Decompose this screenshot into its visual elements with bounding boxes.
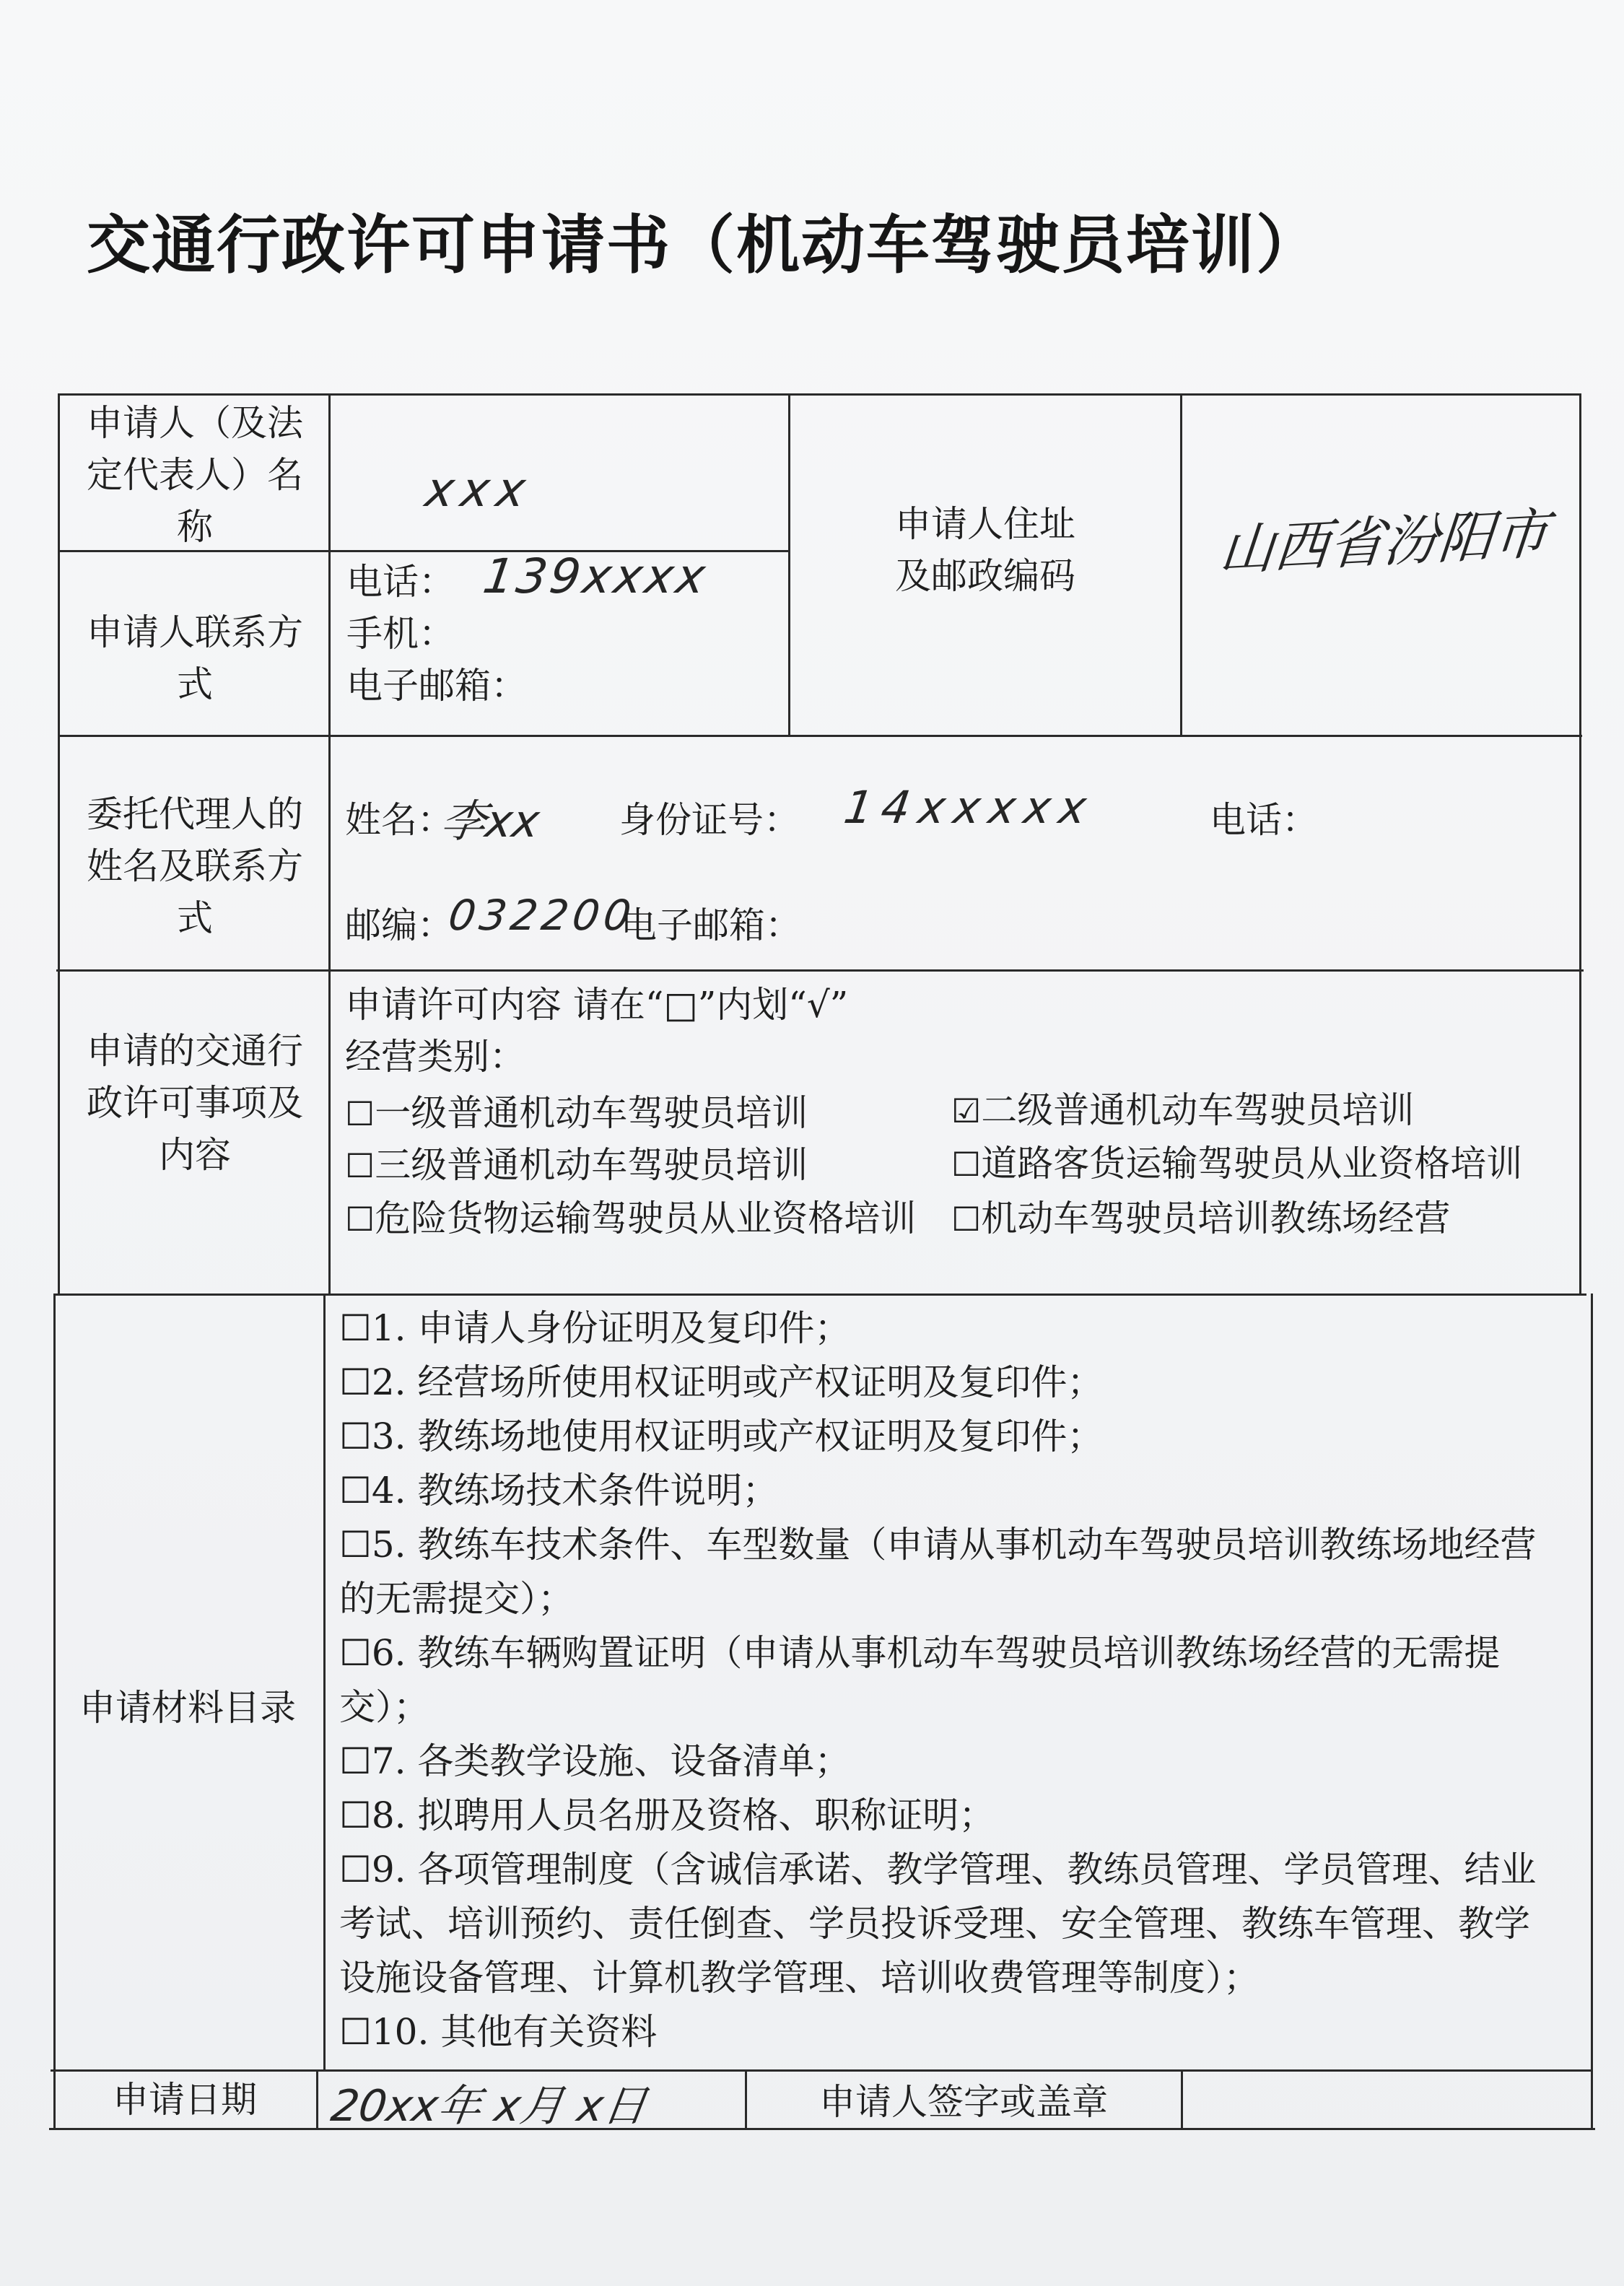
material-line: ☐7. 各类教学设施、设备清单；	[339, 1740, 851, 1782]
table-border	[323, 1293, 326, 2072]
checkbox[interactable]: ☐	[951, 1145, 982, 1184]
material-line: ☐2. 经营场所使用权证明或产权证明及复印件；	[339, 1361, 1104, 1403]
table-border	[58, 735, 1582, 737]
option-level2[interactable]: ☑二级普通机动车驾驶员培训	[951, 1089, 1415, 1131]
table-border	[58, 393, 1581, 396]
checkbox[interactable]: ☐	[345, 1094, 375, 1133]
table-border	[49, 2128, 1595, 2130]
signature-label: 申请人签字或盖章	[819, 2081, 1108, 2123]
material-line: ☐8. 拟聘用人员名册及资格、职称证明；	[339, 1794, 995, 1836]
applicant-name-value: xxx	[422, 462, 536, 518]
business-category-label: 经营类别：	[345, 1036, 525, 1078]
agent-label: 委托代理人的 姓名及联系方 式	[87, 793, 303, 939]
applicant-address-value: 山西省汾阳市	[1216, 500, 1552, 583]
option-passenger-freight[interactable]: ☐道路客货运输驾驶员从业资格培训	[951, 1143, 1523, 1185]
material-line: 设施设备管理、计算机教学管理、培训收费管理等制度）；	[339, 1957, 1260, 1999]
table-border	[1180, 393, 1182, 736]
form-title: 交通行政许可申请书（机动车驾驶员培训）	[87, 208, 1322, 282]
permit-instruction: 申请许可内容 请在“□”内划“√”	[345, 984, 849, 1026]
mobile-label: 手机：	[346, 613, 455, 655]
phone-value: 139xxxx	[479, 549, 712, 604]
agent-name-value: 李xx	[437, 795, 543, 847]
table-border	[51, 2069, 1592, 2072]
agent-id-label: 身份证号：	[619, 799, 800, 841]
signature-area[interactable]	[1185, 2073, 1589, 2126]
permit-items-label: 申请的交通行 政许可事项及 内容	[87, 1030, 303, 1176]
material-line: ☐10. 其他有关资料	[339, 2011, 658, 2053]
checkbox[interactable]: ☐	[345, 1200, 375, 1239]
option-training-ground[interactable]: ☐机动车驾驶员培训教练场经营	[951, 1197, 1451, 1239]
table-border	[53, 1293, 56, 2129]
table-border	[1181, 2069, 1183, 2129]
checkbox[interactable]: ☐	[345, 1146, 375, 1185]
table-border	[58, 393, 60, 1296]
table-border	[1579, 393, 1581, 1296]
table-border	[1591, 1293, 1593, 2129]
material-line: 的无需提交）；	[339, 1578, 574, 1620]
option-level1[interactable]: ☐一级普通机动车驾驶员培训	[345, 1092, 808, 1134]
table-border	[316, 2069, 318, 2129]
application-date-value: 20xx年 x月 x日	[328, 2081, 650, 2132]
materials-label: 申请材料目录	[79, 1687, 296, 1729]
table-border	[788, 393, 790, 736]
agent-postcode-value: 032200	[445, 891, 639, 940]
table-border	[56, 969, 1584, 972]
applicant-address-label: 申请人住址 及邮政编码	[895, 503, 1075, 597]
table-border	[328, 393, 331, 1296]
application-date-label: 申请日期	[113, 2079, 257, 2121]
phone-label: 电话：	[346, 561, 455, 603]
table-border	[745, 2069, 747, 2129]
material-line: ☐4. 教练场技术条件说明；	[339, 1470, 779, 1511]
material-line: ☐3. 教练场地使用权证明或产权证明及复印件；	[339, 1415, 1104, 1457]
material-line: ☐9. 各项管理制度（含诚信承诺、教学管理、教练员管理、学员管理、结业	[339, 1849, 1537, 1890]
agent-phone-label: 电话：	[1210, 799, 1318, 841]
email-label: 电子邮箱：	[346, 665, 527, 707]
agent-postcode-label: 邮编：	[345, 904, 453, 946]
applicant-name-label: 申请人（及法 定代表人）名 称	[87, 402, 303, 548]
agent-id-value: 14xxxxx	[840, 781, 1099, 834]
material-line: 交）；	[339, 1686, 429, 1728]
applicant-contact-label: 申请人联系方 式	[87, 611, 303, 705]
checkbox-checked[interactable]: ☑	[951, 1091, 982, 1130]
material-line: ☐1. 申请人身份证明及复印件；	[339, 1307, 851, 1349]
material-line: ☐5. 教练车技术条件、车型数量（申请从事机动车驾驶员培训教练场地经营	[339, 1524, 1537, 1566]
agent-name-label: 姓名：	[345, 799, 453, 841]
option-hazardous[interactable]: ☐危险货物运输驾驶员从业资格培训	[345, 1197, 917, 1239]
material-line: ☐6. 教练车辆购置证明（申请从事机动车驾驶员培训教练场经营的无需提	[339, 1632, 1501, 1674]
option-level3[interactable]: ☐三级普通机动车驾驶员培训	[345, 1144, 808, 1186]
material-line: 考试、培训预约、责任倒查、学员投诉受理、安全管理、教练车管理、教学	[339, 1903, 1530, 1945]
table-border	[55, 1293, 1586, 1296]
agent-email-label: 电子邮箱：	[621, 904, 801, 946]
checkbox[interactable]: ☐	[951, 1200, 982, 1239]
